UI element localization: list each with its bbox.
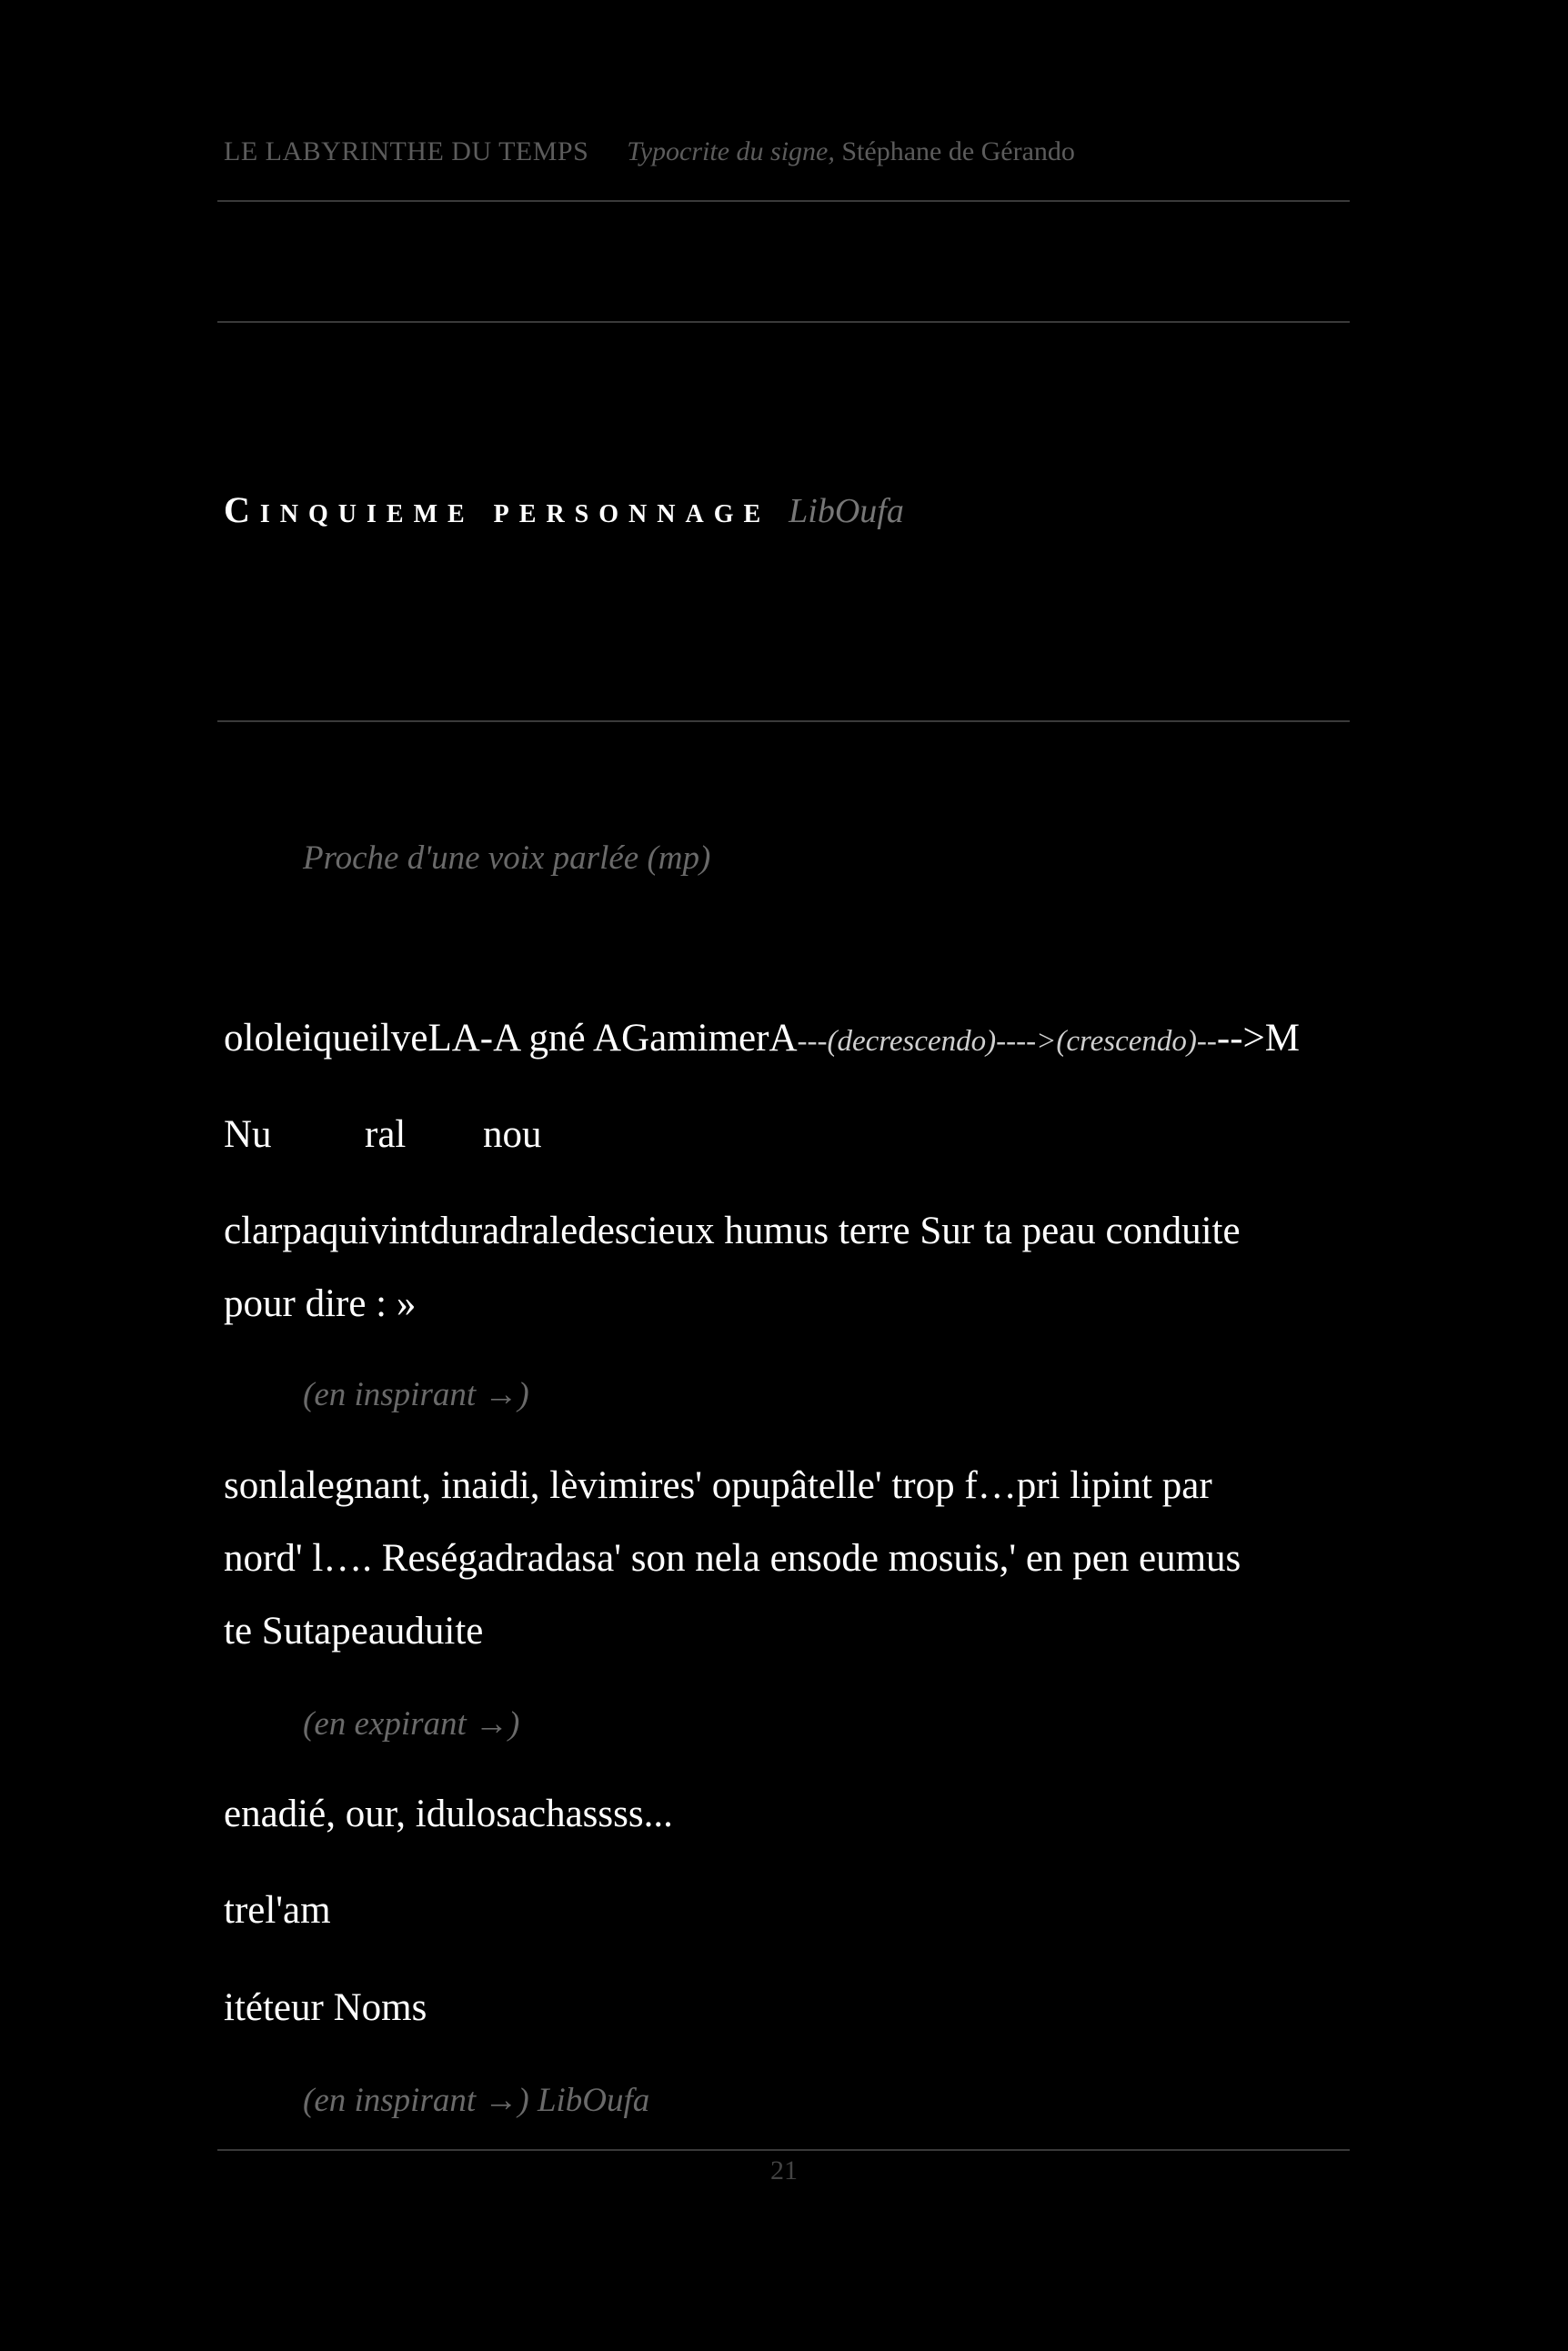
footer-rule	[217, 2149, 1350, 2151]
header-rule	[217, 200, 1350, 202]
stage-direction: (en inspirant →) LibOufa	[303, 2082, 650, 2119]
verse-line: nord' l…. Reségadradasa' son nela ensode mosuis,' en pen eumus	[224, 1537, 1241, 1580]
header-author: Stéphane de Gérando	[841, 136, 1075, 166]
verse-line-end: -->M	[1216, 1017, 1301, 1060]
verse-line: te Sutapeauduite	[224, 1610, 484, 1653]
header-title: LE LABYRINTHE DU TEMPS	[224, 136, 589, 166]
verse-line: pour dire : »	[224, 1282, 417, 1325]
verse-line	[224, 1099, 542, 1171]
verse-line: clarpaquivintduradraledescieux humus terre Sur ta peau conduite	[224, 1210, 1241, 1252]
section-rule-top	[217, 321, 1350, 323]
header-work-title: Typocrite du signe,	[627, 136, 835, 166]
verse-line-main: ololeiqueilveLA-A gné AGamimerA	[224, 1017, 798, 1060]
running-header	[224, 136, 1075, 167]
character-heading	[224, 488, 904, 531]
stage-direction: (en inspirant →)	[303, 1376, 529, 1413]
stage-direction: Proche d'une voix parlée (mp)	[303, 839, 711, 877]
verse-line	[224, 1002, 1300, 1078]
verse-line: sonlalegnant, inaidi, lèvimires' opupâtelle' trop f…pri lipint par	[224, 1464, 1212, 1507]
character-name: LibOufa	[789, 492, 904, 530]
verse-word: ral	[365, 1113, 407, 1156]
page-number: 21	[770, 2155, 798, 2185]
verse-line: enadié, our, idulosachassss...	[224, 1793, 673, 1835]
verse-word: nou	[483, 1113, 542, 1156]
stage-direction: (en expirant →)	[303, 1705, 520, 1743]
section-rule-bottom	[217, 720, 1350, 722]
character-label: Cinquieme personnage	[224, 489, 771, 530]
verse-word: Nu	[224, 1113, 272, 1156]
verse-line-dynamics: ---(decrescendo)---->(crescendo)--	[797, 1025, 1217, 1058]
verse-line: itéteur Noms	[224, 1986, 427, 2029]
verse-line: trel'am	[224, 1889, 331, 1932]
